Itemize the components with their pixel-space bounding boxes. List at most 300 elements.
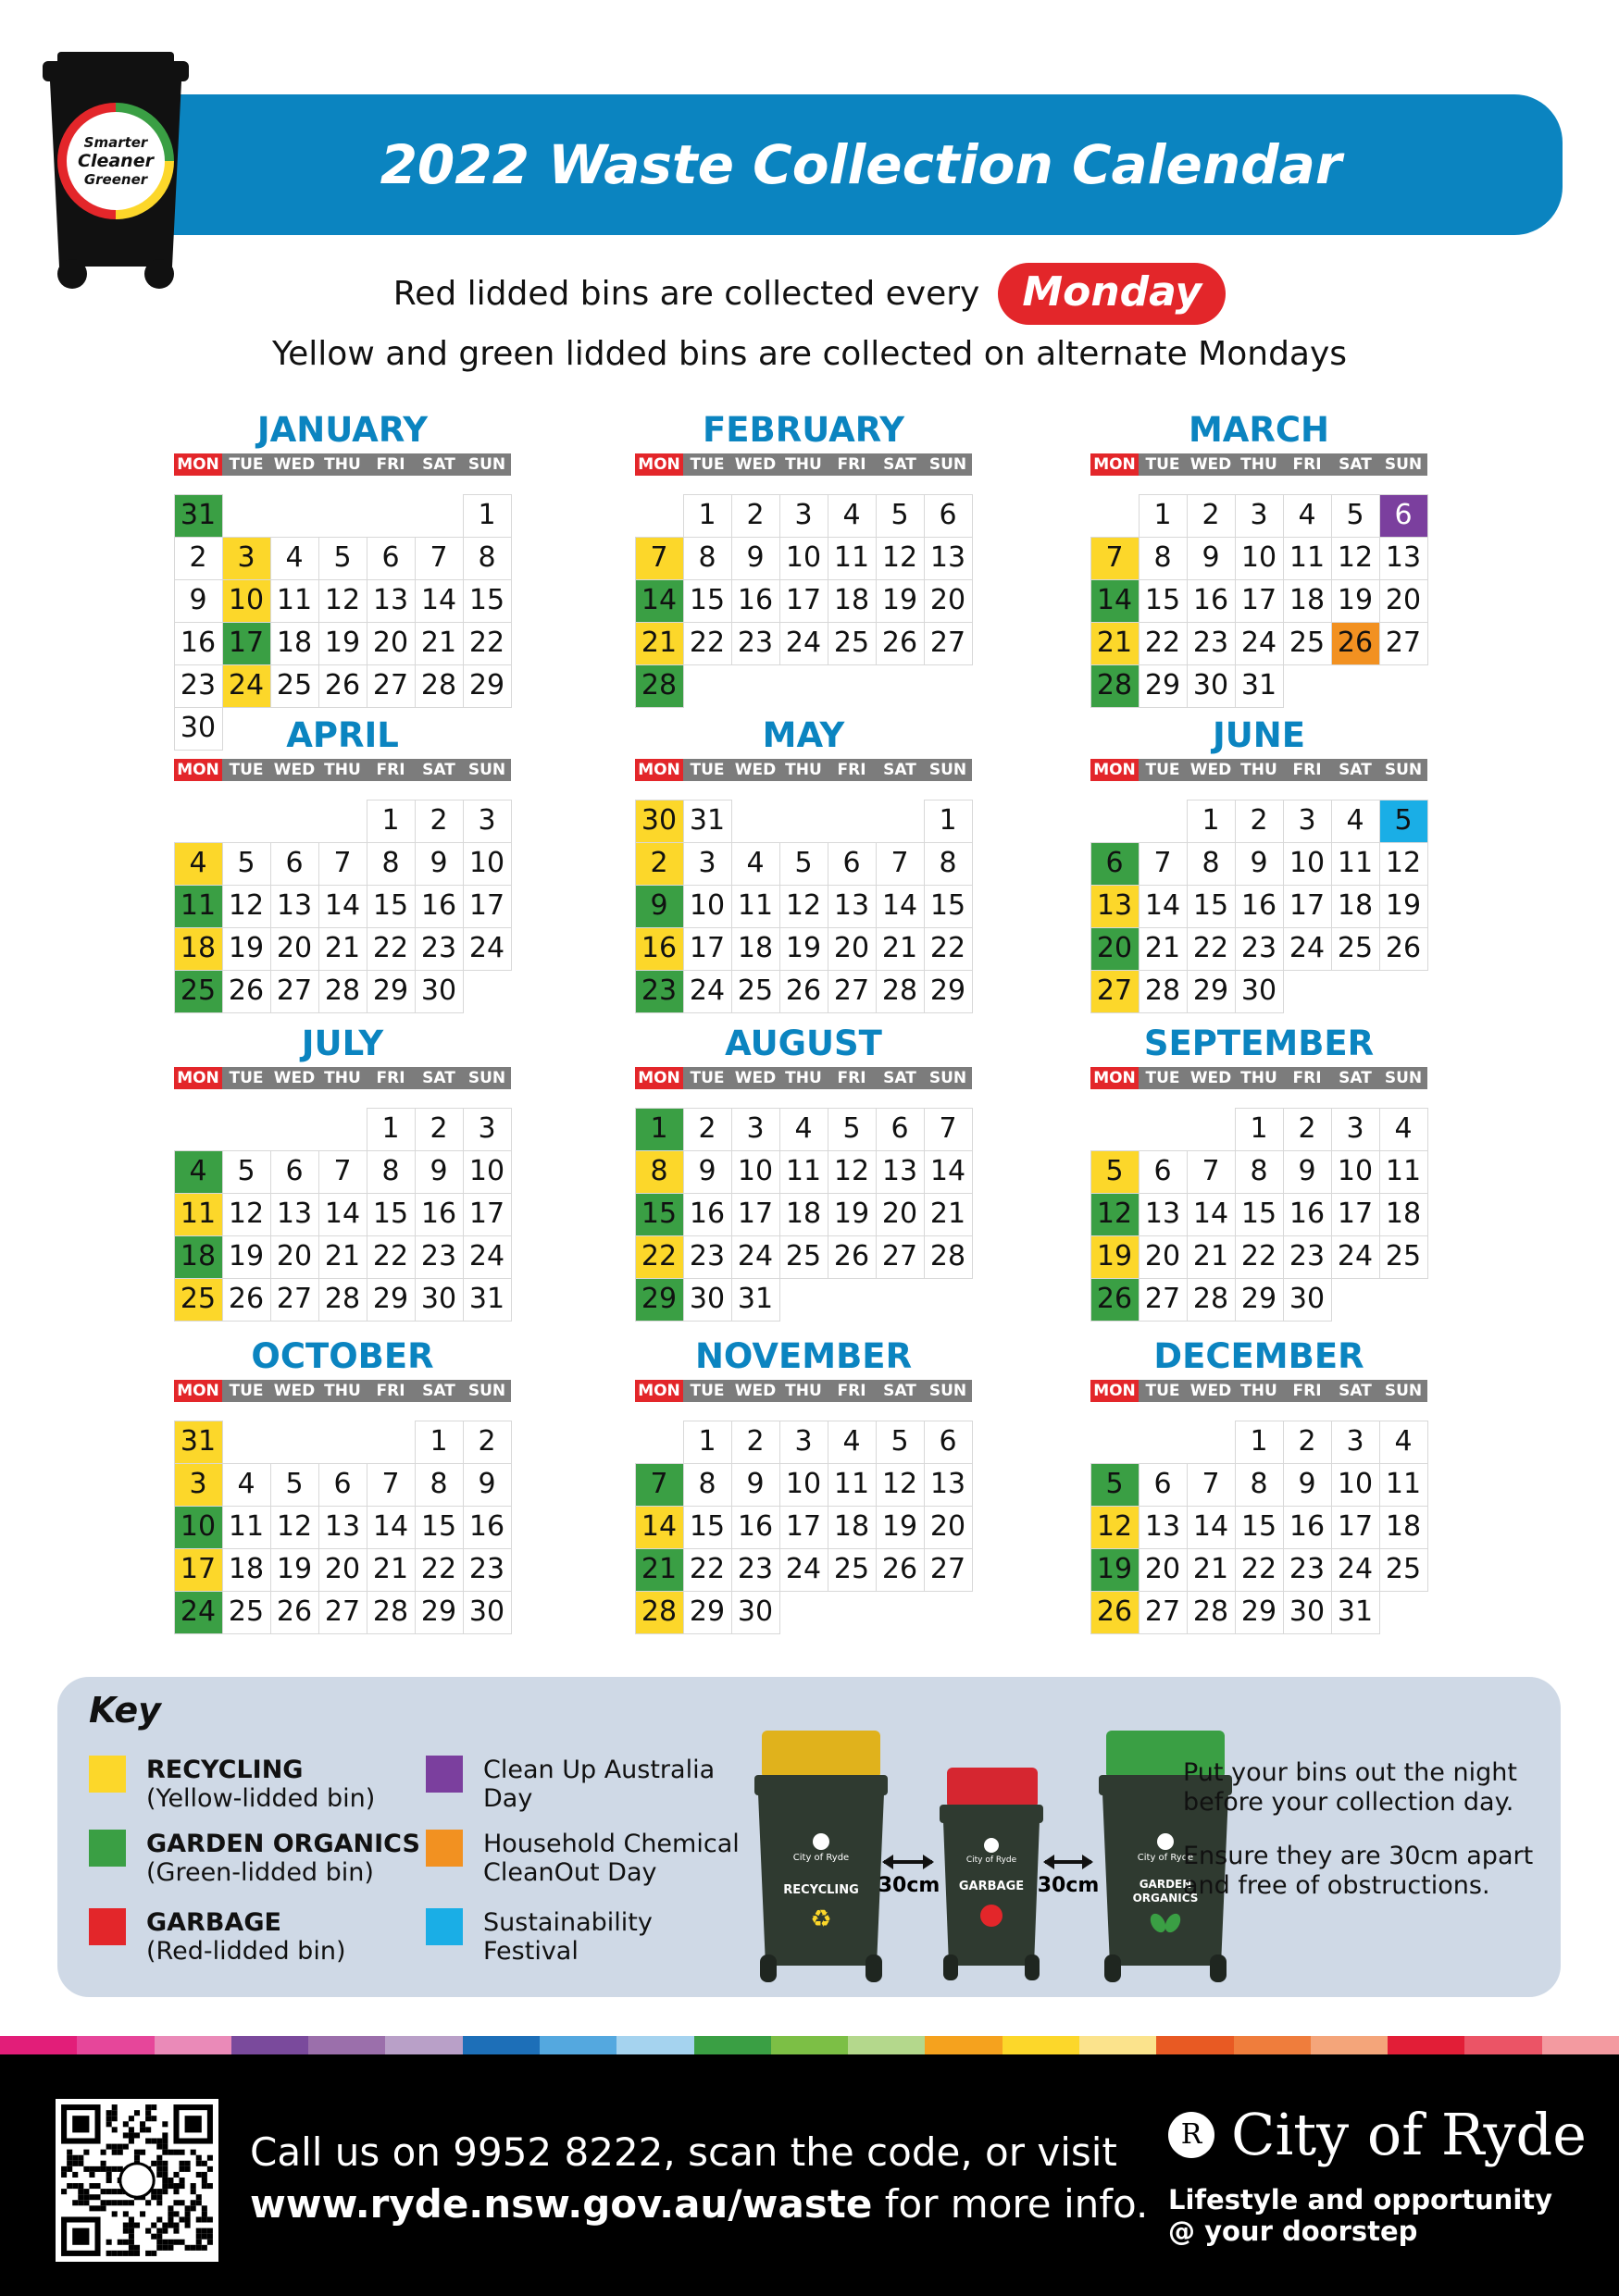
day-cell: 27 — [924, 1548, 973, 1592]
weekday-header — [635, 453, 972, 476]
day-cell: 8 — [683, 537, 732, 580]
weekday-label: THU — [1235, 759, 1283, 781]
day-cell: 16 — [731, 1506, 780, 1549]
logo-text-2: Cleaner — [78, 151, 154, 171]
weekday-label: WED — [731, 759, 779, 781]
weekday-label: SAT — [876, 1067, 924, 1089]
day-cell: 18 — [174, 1235, 223, 1279]
empty-cell — [731, 800, 780, 843]
month-title: DECEMBER — [1153, 1336, 1364, 1376]
day-cell: 10 — [222, 579, 271, 623]
garbage-bin-icon — [940, 1768, 1043, 1980]
day-cell: 13 — [924, 1463, 973, 1507]
day-cell: 13 — [1090, 885, 1140, 928]
day-cell: 6 — [924, 494, 973, 538]
weekday-label: SAT — [415, 1380, 463, 1402]
day-cell: 11 — [828, 1463, 877, 1507]
day-cell: 20 — [367, 622, 416, 665]
footer-contact — [250, 2127, 1148, 2230]
day-cell: 1 — [367, 1108, 416, 1151]
weekday-label: FRI — [367, 1380, 415, 1402]
weekday-header — [1090, 1067, 1427, 1089]
month-title: JUNE — [1212, 715, 1306, 755]
day-cell: 19 — [1379, 885, 1428, 928]
day-cell: 8 — [1235, 1463, 1284, 1507]
day-cell: 15 — [635, 1193, 684, 1236]
day-cell: 29 — [367, 1278, 416, 1322]
footer-call-line: Call us on 9952 8222, scan the code, or visit — [250, 2129, 1117, 2175]
weekday-label: FRI — [828, 453, 876, 476]
day-cell: 4 — [222, 1463, 271, 1507]
day-cell: 1 — [463, 494, 512, 538]
weekday-label: SUN — [924, 1067, 972, 1089]
empty-cell — [779, 800, 828, 843]
day-cell: 10 — [779, 1463, 828, 1507]
day-cell: 5 — [1331, 494, 1380, 538]
month-november — [635, 1334, 972, 1633]
weekday-label: WED — [1187, 759, 1235, 781]
day-cell: 26 — [876, 622, 925, 665]
day-cell: 16 — [1235, 885, 1284, 928]
ryde-name: City of Ryde — [1231, 2101, 1587, 2168]
footer-more-info: for more info. — [872, 2181, 1149, 2227]
day-cell: 11 — [1379, 1150, 1428, 1194]
stripe-segment — [1234, 2036, 1311, 2054]
weekday-label: TUE — [1139, 759, 1187, 781]
month-february — [635, 407, 972, 707]
empty-cell — [222, 1108, 271, 1151]
day-cell: 2 — [415, 800, 464, 843]
day-cell: 4 — [1283, 494, 1332, 538]
month-may — [635, 713, 972, 1012]
day-cell: 7 — [635, 1463, 684, 1507]
day-cell: 16 — [683, 1193, 732, 1236]
day-cell: 10 — [463, 842, 512, 886]
day-cell: 19 — [1331, 579, 1380, 623]
day-cell: 14 — [876, 885, 925, 928]
stripe-segment — [385, 2036, 462, 2054]
weekday-label: SAT — [1331, 1067, 1379, 1089]
weekday-label: TUE — [683, 1380, 731, 1402]
day-cell: 11 — [828, 537, 877, 580]
day-cell: 24 — [1331, 1548, 1380, 1592]
day-cell: 5 — [318, 537, 367, 580]
day-cell: 1 — [924, 800, 973, 843]
day-cell: 15 — [367, 1193, 416, 1236]
empty-cell — [1090, 800, 1140, 843]
day-cell: 11 — [1283, 537, 1332, 580]
day-cell: 13 — [828, 885, 877, 928]
day-cell: 11 — [174, 1193, 223, 1236]
day-cell: 22 — [635, 1235, 684, 1279]
stripe-segment — [77, 2036, 154, 2054]
festival-swatch — [426, 1908, 463, 1945]
day-cell: 29 — [924, 970, 973, 1013]
day-cell: 16 — [731, 579, 780, 623]
day-cell: 21 — [1187, 1548, 1236, 1592]
day-cell: 22 — [463, 622, 512, 665]
day-cell: 4 — [1379, 1108, 1428, 1151]
day-cell: 12 — [1379, 842, 1428, 886]
day-cell: 14 — [635, 1506, 684, 1549]
day-cell: 1 — [367, 800, 416, 843]
day-cell: 8 — [1139, 537, 1188, 580]
empty-cell — [318, 1421, 367, 1464]
day-cell: 13 — [876, 1150, 925, 1194]
empty-cell — [415, 494, 464, 538]
day-cell: 28 — [635, 664, 684, 708]
garden-bin-brand: City of Ryde — [1137, 1853, 1194, 1863]
weekday-label: TUE — [1139, 1380, 1187, 1402]
day-cell: 9 — [174, 579, 223, 623]
weekday-label: MON — [174, 453, 222, 476]
month-title: OCTOBER — [251, 1336, 434, 1376]
day-cell: 20 — [1139, 1548, 1188, 1592]
empty-cell — [1139, 1108, 1188, 1151]
day-cell: 10 — [731, 1150, 780, 1194]
key-festival-2: Festival — [483, 1937, 579, 1966]
key-recycling-label: RECYCLING — [146, 1756, 304, 1784]
day-cell: 9 — [731, 537, 780, 580]
stripe-segment — [1311, 2036, 1388, 2054]
weekday-label: TUE — [222, 759, 270, 781]
day-cell: 30 — [174, 707, 223, 751]
qr-code-icon[interactable] — [56, 2099, 218, 2262]
empty-cell — [318, 1108, 367, 1151]
day-cell: 6 — [270, 1150, 319, 1194]
stripe-segment — [1464, 2036, 1541, 2054]
gap-arrow-2 — [1038, 1855, 1100, 1897]
day-cell: 18 — [174, 927, 223, 971]
day-cell: 2 — [635, 842, 684, 886]
empty-cell — [635, 494, 684, 538]
day-cell: 13 — [924, 537, 973, 580]
day-cell: 12 — [779, 885, 828, 928]
colour-stripe — [0, 2036, 1619, 2054]
month-title: JULY — [301, 1024, 384, 1063]
empty-cell — [367, 494, 416, 538]
day-cell: 8 — [1187, 842, 1236, 886]
day-cell: 15 — [367, 885, 416, 928]
day-cell: 15 — [463, 579, 512, 623]
day-cell: 2 — [1283, 1421, 1332, 1464]
day-cell: 30 — [1283, 1591, 1332, 1634]
day-cell: 11 — [779, 1150, 828, 1194]
weekday-header — [174, 453, 511, 476]
weekday-label: FRI — [367, 1067, 415, 1089]
recycle-symbol-icon: ♻ — [810, 1905, 832, 1933]
key-garbage — [89, 1908, 345, 1966]
day-cell: 25 — [1379, 1548, 1428, 1592]
website-link[interactable]: www.ryde.nsw.gov.au/waste — [250, 2181, 873, 2227]
weekday-label: SUN — [463, 1380, 511, 1402]
day-cell: 12 — [318, 579, 367, 623]
key-note-2-line2: and free of obstructions. — [1183, 1871, 1490, 1900]
day-cell: 26 — [222, 1278, 271, 1322]
day-cell: 3 — [1235, 494, 1284, 538]
day-cell: 22 — [683, 622, 732, 665]
empty-cell — [1090, 1108, 1140, 1151]
day-cell: 3 — [1331, 1108, 1380, 1151]
day-cell: 26 — [1331, 622, 1380, 665]
day-cell: 24 — [779, 622, 828, 665]
ryde-emblem-icon: R — [1168, 2112, 1214, 2158]
day-cell: 17 — [1283, 885, 1332, 928]
month-june — [1090, 713, 1427, 1012]
day-cell: 6 — [1139, 1150, 1188, 1194]
day-cell: 15 — [1235, 1506, 1284, 1549]
month-title: AUGUST — [725, 1024, 882, 1063]
day-cell: 29 — [635, 1278, 684, 1322]
day-cell: 10 — [174, 1506, 223, 1549]
weekday-label: SUN — [924, 1380, 972, 1402]
day-cell: 22 — [367, 927, 416, 971]
weekday-header — [1090, 453, 1427, 476]
weekday-label: THU — [318, 1380, 367, 1402]
day-cell: 1 — [1235, 1421, 1284, 1464]
day-cell: 29 — [415, 1591, 464, 1634]
recycling-bin-label: RECYCLING — [783, 1883, 859, 1897]
day-cell: 27 — [1139, 1278, 1188, 1322]
day-cell: 2 — [1235, 800, 1284, 843]
day-cell: 24 — [174, 1591, 223, 1634]
day-cell: 8 — [463, 537, 512, 580]
day-cell: 14 — [1139, 885, 1188, 928]
stripe-segment — [925, 2036, 1002, 2054]
day-cell: 14 — [318, 1193, 367, 1236]
weekday-label: SAT — [415, 453, 463, 476]
day-cell: 23 — [731, 622, 780, 665]
day-cell: 21 — [367, 1548, 416, 1592]
day-cell: 14 — [924, 1150, 973, 1194]
day-cell: 23 — [415, 1235, 464, 1279]
day-cell: 10 — [1283, 842, 1332, 886]
chemical-swatch — [426, 1830, 463, 1867]
day-grid — [174, 494, 511, 750]
day-cell: 30 — [731, 1591, 780, 1634]
day-cell: 18 — [779, 1193, 828, 1236]
weekday-label: FRI — [367, 453, 415, 476]
day-cell: 11 — [174, 885, 223, 928]
day-cell: 24 — [779, 1548, 828, 1592]
empty-cell — [270, 1108, 319, 1151]
subtitle-prefix: Red lidded bins are collected every — [392, 275, 980, 313]
day-cell: 18 — [731, 927, 780, 971]
day-cell: 15 — [1187, 885, 1236, 928]
day-cell: 22 — [683, 1548, 732, 1592]
logo-text-1: Smarter — [83, 134, 148, 151]
day-cell: 7 — [1187, 1463, 1236, 1507]
weekday-label: WED — [731, 1380, 779, 1402]
day-cell: 26 — [1379, 927, 1428, 971]
garden-swatch — [89, 1830, 126, 1867]
garden-bin-label-1: GARDEN — [1139, 1878, 1192, 1891]
weekday-label: THU — [318, 1067, 367, 1089]
day-cell: 23 — [1235, 927, 1284, 971]
weekday-label: MON — [635, 1380, 683, 1402]
day-cell: 31 — [174, 1421, 223, 1464]
empty-cell — [318, 494, 367, 538]
day-cell: 17 — [779, 579, 828, 623]
day-cell: 29 — [463, 664, 512, 708]
day-cell: 23 — [635, 970, 684, 1013]
day-cell: 18 — [1379, 1193, 1428, 1236]
key-garden-label: GARDEN ORGANICS — [146, 1830, 420, 1858]
day-cell: 8 — [924, 842, 973, 886]
day-cell: 10 — [683, 885, 732, 928]
weekday-label: WED — [270, 759, 318, 781]
day-cell: 24 — [463, 1235, 512, 1279]
day-cell: 25 — [1283, 622, 1332, 665]
recycling-swatch — [89, 1756, 126, 1793]
weekday-label: FRI — [1283, 759, 1331, 781]
day-cell: 13 — [1139, 1193, 1188, 1236]
month-title: MAY — [762, 715, 845, 755]
day-cell: 15 — [1235, 1193, 1284, 1236]
weekday-label: WED — [270, 1067, 318, 1089]
day-cell: 25 — [828, 622, 877, 665]
day-cell: 3 — [731, 1108, 780, 1151]
key-note-1-line1: Put your bins out the night — [1183, 1758, 1517, 1787]
weekday-header — [174, 1380, 511, 1402]
day-cell: 28 — [924, 1235, 973, 1279]
weekday-label: TUE — [683, 759, 731, 781]
logo-text-3: Greener — [83, 171, 148, 188]
day-cell: 26 — [1090, 1591, 1140, 1634]
day-cell: 13 — [318, 1506, 367, 1549]
day-cell: 12 — [222, 885, 271, 928]
bin-logo — [41, 52, 191, 291]
weekday-label: WED — [1187, 1380, 1235, 1402]
day-cell: 21 — [1090, 622, 1140, 665]
day-cell: 8 — [1235, 1150, 1284, 1194]
day-cell: 23 — [1187, 622, 1236, 665]
bins-illustration — [747, 1677, 1247, 1997]
day-cell: 28 — [1187, 1278, 1236, 1322]
day-cell: 9 — [635, 885, 684, 928]
month-title: FEBRUARY — [702, 410, 905, 450]
gap-label-2: 30cm — [1037, 1874, 1100, 1897]
key-garbage-sub: (Red-lidded bin) — [146, 1937, 346, 1966]
day-cell: 9 — [731, 1463, 780, 1507]
day-cell: 30 — [463, 1591, 512, 1634]
day-cell: 30 — [683, 1278, 732, 1322]
day-cell: 22 — [367, 1235, 416, 1279]
day-cell: 22 — [1235, 1235, 1284, 1279]
day-cell: 12 — [1090, 1506, 1140, 1549]
stripe-segment — [155, 2036, 231, 2054]
key-panel — [57, 1677, 1561, 1997]
day-cell: 21 — [635, 1548, 684, 1592]
empty-cell — [876, 800, 925, 843]
day-cell: 18 — [270, 622, 319, 665]
day-cell: 19 — [876, 579, 925, 623]
day-cell: 28 — [1139, 970, 1188, 1013]
day-cell: 8 — [367, 842, 416, 886]
day-cell: 5 — [876, 1421, 925, 1464]
key-note-2 — [1183, 1842, 1533, 1901]
weekday-label: WED — [270, 453, 318, 476]
day-cell: 23 — [174, 664, 223, 708]
stripe-segment — [308, 2036, 385, 2054]
day-cell: 19 — [222, 1235, 271, 1279]
key-recycling-sub: (Yellow-lidded bin) — [146, 1784, 376, 1813]
month-august — [635, 1021, 972, 1321]
weekday-label: FRI — [367, 759, 415, 781]
weekday-label: TUE — [222, 1380, 270, 1402]
day-cell: 8 — [367, 1150, 416, 1194]
day-cell: 17 — [463, 1193, 512, 1236]
day-cell: 6 — [1139, 1463, 1188, 1507]
weekday-label: THU — [779, 453, 828, 476]
day-cell: 16 — [415, 1193, 464, 1236]
day-cell: 21 — [924, 1193, 973, 1236]
day-grid — [1090, 800, 1427, 1012]
day-cell: 27 — [1379, 622, 1428, 665]
day-cell: 12 — [222, 1193, 271, 1236]
day-cell: 14 — [1090, 579, 1140, 623]
day-cell: 7 — [318, 842, 367, 886]
recycling-bin-brand: City of Ryde — [792, 1853, 850, 1863]
day-cell: 28 — [318, 1278, 367, 1322]
day-cell: 27 — [828, 970, 877, 1013]
key-title: Key — [89, 1690, 161, 1731]
day-cell: 31 — [463, 1278, 512, 1322]
day-cell: 30 — [1187, 664, 1236, 708]
day-cell: 2 — [174, 537, 223, 580]
day-cell: 23 — [415, 927, 464, 971]
day-cell: 14 — [367, 1506, 416, 1549]
day-cell: 13 — [1379, 537, 1428, 580]
day-cell: 3 — [463, 800, 512, 843]
day-cell: 5 — [876, 494, 925, 538]
day-cell: 24 — [1331, 1235, 1380, 1279]
weekday-label: SUN — [1379, 453, 1427, 476]
subtitle-line-1 — [0, 263, 1619, 325]
day-cell: 7 — [876, 842, 925, 886]
weekday-label: WED — [731, 453, 779, 476]
day-cell: 23 — [731, 1548, 780, 1592]
recycling-bin-icon — [754, 1731, 888, 1982]
day-cell: 13 — [1139, 1506, 1188, 1549]
day-cell: 30 — [1283, 1278, 1332, 1322]
empty-cell — [174, 800, 223, 843]
stripe-segment — [694, 2036, 771, 2054]
month-july — [174, 1021, 511, 1321]
stripe-segment — [1542, 2036, 1619, 2054]
day-cell: 7 — [1187, 1150, 1236, 1194]
day-cell: 2 — [1283, 1108, 1332, 1151]
month-december — [1090, 1334, 1427, 1633]
day-cell: 19 — [779, 927, 828, 971]
day-cell: 12 — [1090, 1193, 1140, 1236]
day-cell: 7 — [924, 1108, 973, 1151]
day-cell: 5 — [1090, 1150, 1140, 1194]
day-grid — [1090, 1108, 1427, 1321]
day-cell: 20 — [270, 927, 319, 971]
month-title: NOVEMBER — [694, 1336, 913, 1376]
day-cell: 29 — [367, 970, 416, 1013]
stripe-segment — [540, 2036, 616, 2054]
day-cell: 27 — [270, 970, 319, 1013]
day-cell: 22 — [924, 927, 973, 971]
day-cell: 14 — [415, 579, 464, 623]
day-cell: 19 — [1090, 1548, 1140, 1592]
day-cell: 17 — [1331, 1506, 1380, 1549]
gap-arrow-1 — [878, 1855, 940, 1897]
day-cell: 9 — [1283, 1463, 1332, 1507]
day-grid — [174, 1108, 511, 1321]
